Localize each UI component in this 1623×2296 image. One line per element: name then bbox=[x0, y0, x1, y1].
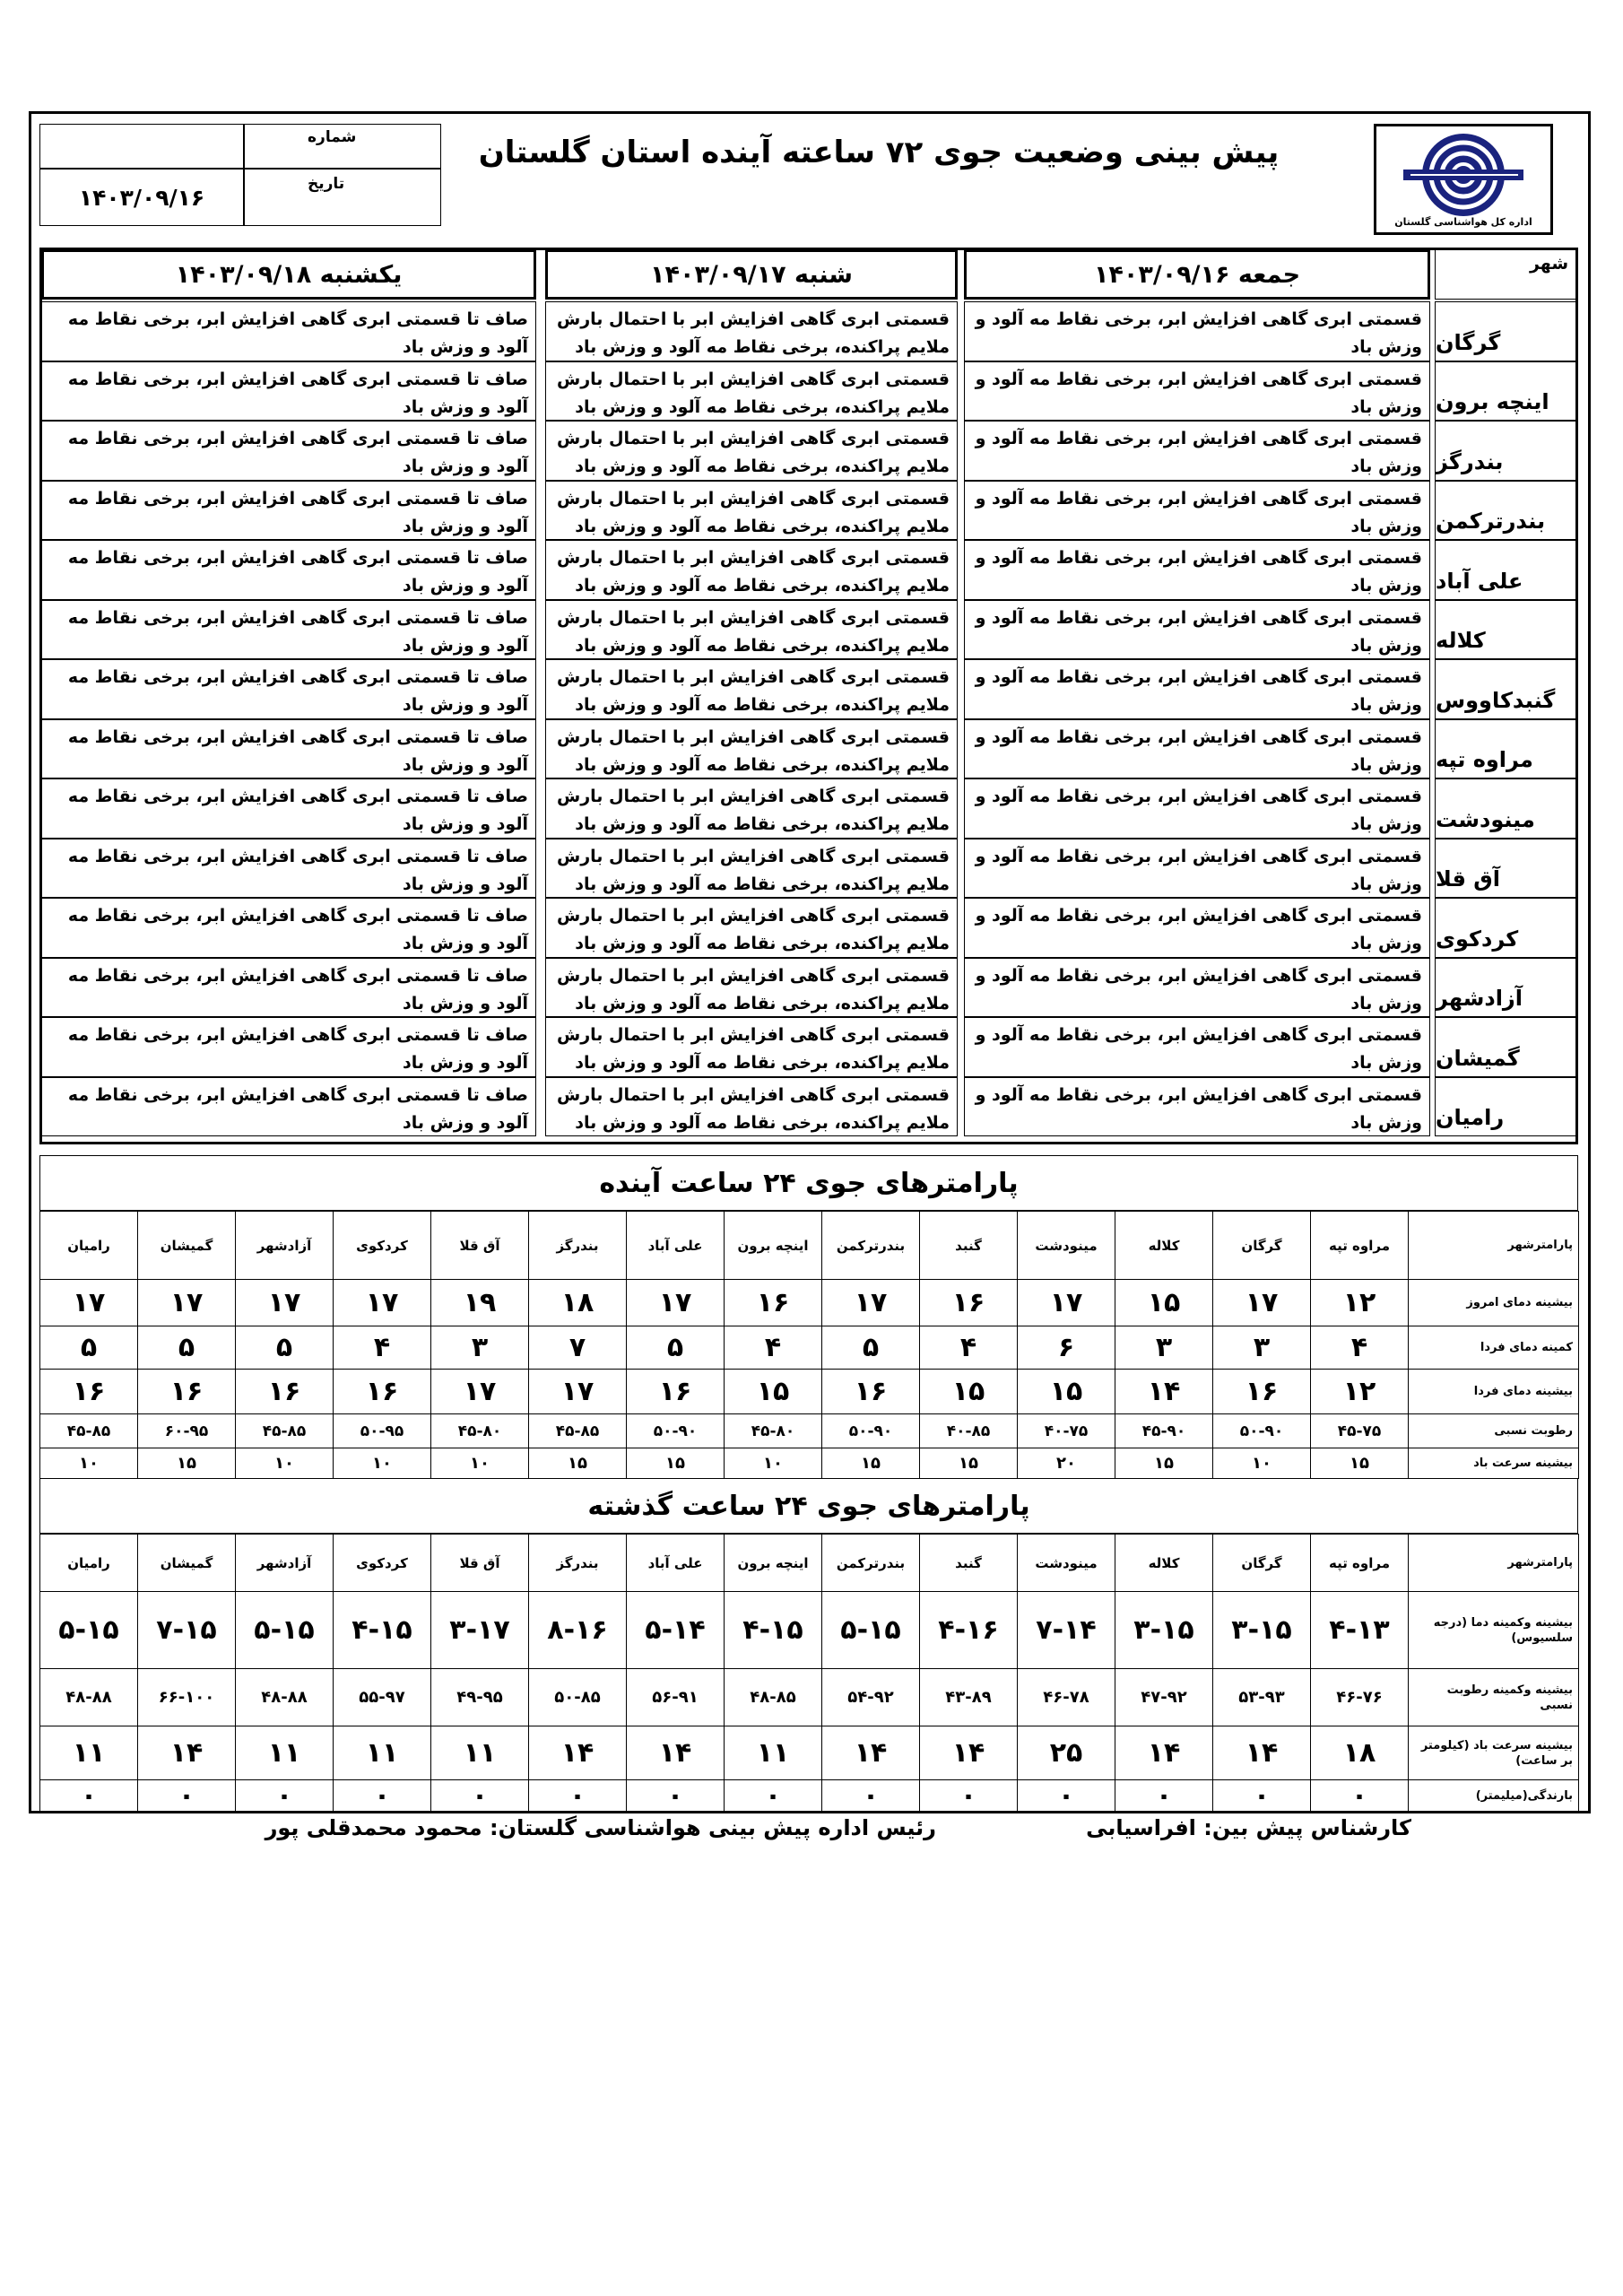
value-cell: ۱۷ bbox=[431, 1370, 529, 1414]
day-header-1: جمعه ۱۴۰۳/۰۹/۱۶ bbox=[964, 249, 1430, 300]
value-cell: ۶۶-۱۰۰ bbox=[138, 1669, 236, 1726]
forecast-day1-cell: قسمتی ابری گاهی افزایش ابر، برخی نقاط مه آلود و وزش باد bbox=[964, 719, 1430, 779]
city-name: رامیان bbox=[1435, 1077, 1576, 1137]
page-title: پیش بینی وضعیت جوی ۷۲ ساعته آینده استان گلستان bbox=[478, 135, 1280, 170]
value-cell: ۴۹-۹۵ bbox=[431, 1669, 529, 1726]
forecast-day2-cell: قسمتی ابری گاهی افزایش ابر با احتمال بارش ملایم پراکنده، برخی نقاط مه آلود و وزش باد bbox=[545, 540, 958, 600]
value-cell: ۳-۱۷ bbox=[431, 1592, 529, 1669]
value-cell: ۴۸-۸۵ bbox=[725, 1669, 822, 1726]
city-column-header: علی آباد bbox=[627, 1212, 725, 1280]
value-cell: ۵۰-۹۰ bbox=[822, 1414, 920, 1448]
date-value: ۱۴۰۳/۰۹/۱۶ bbox=[78, 184, 205, 211]
value-cell: ۰ bbox=[627, 1780, 725, 1813]
table-row bbox=[40, 1448, 1579, 1479]
value-cell: ۵-۱۵ bbox=[40, 1592, 138, 1669]
forecast-day2-cell: قسمتی ابری گاهی افزایش ابر با احتمال بارش ملایم پراکنده، برخی نقاط مه آلود و وزش باد bbox=[545, 600, 958, 660]
city-column-header: بندرگز bbox=[529, 1212, 627, 1280]
value-cell: ۴ bbox=[725, 1326, 822, 1370]
table-row bbox=[40, 1414, 1579, 1448]
value-cell: ۴۵-۸۵ bbox=[529, 1414, 627, 1448]
forecast-day3-cell: صاف تا قسمتی ابری گاهی افزایش ابر، برخی نقاط مه آلود و وزش باد bbox=[41, 421, 536, 481]
value-cell: ۱۷ bbox=[822, 1280, 920, 1326]
city-column-header: مراوه تپه bbox=[1311, 1535, 1409, 1592]
city-column-header: اینچه برون bbox=[725, 1212, 822, 1280]
value-cell: ۰ bbox=[1018, 1780, 1115, 1813]
forecast-day2-cell: قسمتی ابری گاهی افزایش ابر با احتمال بارش ملایم پراکنده، برخی نقاط مه آلود و وزش باد bbox=[545, 719, 958, 779]
value-cell: ۳ bbox=[431, 1326, 529, 1370]
value-cell: ۱۰ bbox=[725, 1448, 822, 1479]
next24-title: پارامترهای جوی ۲۴ ساعت آینده bbox=[39, 1155, 1578, 1211]
value-cell: ۱۵ bbox=[1115, 1280, 1213, 1326]
forecaster-signature: کارشناس پیش بین: افراسیابی bbox=[1086, 1815, 1411, 1840]
forecast-day1-cell: قسمتی ابری گاهی افزایش ابر، برخی نقاط مه آلود و وزش باد bbox=[964, 778, 1430, 839]
value-cell: ۵۰-۸۵ bbox=[529, 1669, 627, 1726]
forecast-day1-cell: قسمتی ابری گاهی افزایش ابر، برخی نقاط مه آلود و وزش باد bbox=[964, 361, 1430, 422]
value-cell: ۵ bbox=[138, 1326, 236, 1370]
city-column-header: مراوه تپه bbox=[1311, 1212, 1409, 1280]
value-cell: ۰ bbox=[529, 1780, 627, 1813]
value-cell: ۶۰-۹۵ bbox=[138, 1414, 236, 1448]
value-cell: ۰ bbox=[1213, 1780, 1311, 1813]
forecast-day3-cell: صاف تا قسمتی ابری گاهی افزایش ابر، برخی نقاط مه آلود و وزش باد bbox=[41, 778, 536, 839]
city-name: کردکوی bbox=[1435, 898, 1576, 958]
value-cell: ۴۰-۸۵ bbox=[920, 1414, 1018, 1448]
city-column-header: آق قلا bbox=[431, 1212, 529, 1280]
value-cell: ۴۵-۷۵ bbox=[1311, 1414, 1409, 1448]
value-cell: ۱۱ bbox=[236, 1726, 334, 1780]
value-cell: ۱۱ bbox=[431, 1726, 529, 1780]
row-label: بیشینه دمای فردا bbox=[1409, 1370, 1579, 1414]
value-cell: ۱۱ bbox=[334, 1726, 431, 1780]
value-cell: ۱۶ bbox=[725, 1280, 822, 1326]
value-cell: ۱۸ bbox=[529, 1280, 627, 1326]
row-label: بارندگی(میلیمتر) bbox=[1409, 1780, 1579, 1813]
city-header-label: شهر bbox=[1529, 254, 1568, 274]
forecast-day3-cell: صاف تا قسمتی ابری گاهی افزایش ابر، برخی نقاط مه آلود و وزش باد bbox=[41, 719, 536, 779]
forecast-day3-cell: صاف تا قسمتی ابری گاهی افزایش ابر، برخی نقاط مه آلود و وزش باد bbox=[41, 301, 536, 361]
value-cell: ۳-۱۵ bbox=[1213, 1592, 1311, 1669]
value-cell: ۱۶ bbox=[236, 1370, 334, 1414]
city-column-header: آق قلا bbox=[431, 1535, 529, 1592]
forecast-day3-cell: صاف تا قسمتی ابری گاهی افزایش ابر، برخی نقاط مه آلود و وزش باد bbox=[41, 540, 536, 600]
value-cell: ۱۰ bbox=[1213, 1448, 1311, 1479]
table-row bbox=[40, 1592, 1579, 1669]
forecast-day2-cell: قسمتی ابری گاهی افزایش ابر با احتمال بارش ملایم پراکنده، برخی نقاط مه آلود و وزش باد bbox=[545, 1017, 958, 1077]
number-label: شماره bbox=[308, 128, 357, 146]
city-column-header: آزادشهر bbox=[236, 1212, 334, 1280]
value-cell: ۱۴ bbox=[138, 1726, 236, 1780]
value-cell: ۱۷ bbox=[138, 1280, 236, 1326]
forecast-day1-cell: قسمتی ابری گاهی افزایش ابر، برخی نقاط مه آلود و وزش باد bbox=[964, 1077, 1430, 1137]
value-cell: ۵ bbox=[822, 1326, 920, 1370]
value-cell: ۷-۱۴ bbox=[1018, 1592, 1115, 1669]
value-cell: ۳ bbox=[1115, 1326, 1213, 1370]
value-cell: ۴۸-۸۸ bbox=[236, 1669, 334, 1726]
city-column-header: گمیشان bbox=[138, 1212, 236, 1280]
value-cell: ۴۶-۷۸ bbox=[1018, 1669, 1115, 1726]
value-cell: ۶ bbox=[1018, 1326, 1115, 1370]
value-cell: ۱۷ bbox=[529, 1370, 627, 1414]
value-cell: ۱۲ bbox=[1311, 1370, 1409, 1414]
table-row bbox=[40, 1669, 1579, 1726]
table-row bbox=[40, 1326, 1579, 1370]
city-column-header: مینودشت bbox=[1018, 1535, 1115, 1592]
value-cell: ۱۴ bbox=[822, 1726, 920, 1780]
forecast-day2-cell: قسمتی ابری گاهی افزایش ابر با احتمال بارش ملایم پراکنده، برخی نقاط مه آلود و وزش باد bbox=[545, 361, 958, 422]
value-cell: ۱۴ bbox=[1213, 1726, 1311, 1780]
value-cell: ۸-۱۶ bbox=[529, 1592, 627, 1669]
forecast-day1-cell: قسمتی ابری گاهی افزایش ابر، برخی نقاط مه آلود و وزش باد bbox=[964, 301, 1430, 361]
value-cell: ۵۴-۹۲ bbox=[822, 1669, 920, 1726]
value-cell: ۵ bbox=[40, 1326, 138, 1370]
forecast-day1-cell: قسمتی ابری گاهی افزایش ابر، برخی نقاط مه آلود و وزش باد bbox=[964, 958, 1430, 1018]
value-cell: ۷ bbox=[529, 1326, 627, 1370]
city-name: علی آباد bbox=[1435, 540, 1576, 600]
value-cell: ۱۰ bbox=[40, 1448, 138, 1479]
value-cell: ۴۷-۹۲ bbox=[1115, 1669, 1213, 1726]
forecast-day1-cell: قسمتی ابری گاهی افزایش ابر، برخی نقاط مه آلود و وزش باد bbox=[964, 600, 1430, 660]
corner-header: پارامترشهر bbox=[1409, 1212, 1579, 1280]
value-cell: ۵۰-۹۰ bbox=[627, 1414, 725, 1448]
date-value-cell bbox=[39, 169, 244, 226]
forecast-day2-cell: قسمتی ابری گاهی افزایش ابر با احتمال بارش ملایم پراکنده، برخی نقاط مه آلود و وزش باد bbox=[545, 1077, 958, 1137]
value-cell: ۴۶-۷۶ bbox=[1311, 1669, 1409, 1726]
value-cell: ۱۷ bbox=[334, 1280, 431, 1326]
value-cell: ۱۱ bbox=[40, 1726, 138, 1780]
value-cell: ۷-۱۵ bbox=[138, 1592, 236, 1669]
row-label: بیشینه سرعت باد (کیلومتر بر ساعت) bbox=[1409, 1726, 1579, 1780]
value-cell: ۵۵-۹۷ bbox=[334, 1669, 431, 1726]
value-cell: ۱۰ bbox=[236, 1448, 334, 1479]
corner-header: پارامترشهر bbox=[1409, 1535, 1579, 1592]
table-row bbox=[40, 1780, 1579, 1813]
city-column-header: آزادشهر bbox=[236, 1535, 334, 1592]
forecast-day3-cell: صاف تا قسمتی ابری گاهی افزایش ابر، برخی نقاط مه آلود و وزش باد bbox=[41, 481, 536, 541]
forecast-day2-cell: قسمتی ابری گاهی افزایش ابر با احتمال بارش ملایم پراکنده، برخی نقاط مه آلود و وزش باد bbox=[545, 898, 958, 958]
value-cell: ۱۶ bbox=[627, 1370, 725, 1414]
value-cell: ۴۵-۸۵ bbox=[236, 1414, 334, 1448]
value-cell: ۱۶ bbox=[822, 1370, 920, 1414]
forecast-day2-cell: قسمتی ابری گاهی افزایش ابر با احتمال بارش ملایم پراکنده، برخی نقاط مه آلود و وزش باد bbox=[545, 839, 958, 899]
value-cell: ۱۸ bbox=[1311, 1726, 1409, 1780]
value-cell: ۱۶ bbox=[1213, 1370, 1311, 1414]
city-column-header: مینودشت bbox=[1018, 1212, 1115, 1280]
value-cell: ۴۳-۸۹ bbox=[920, 1669, 1018, 1726]
value-cell: ۱۵ bbox=[725, 1370, 822, 1414]
forecast-day1-cell: قسمتی ابری گاهی افزایش ابر، برخی نقاط مه آلود و وزش باد bbox=[964, 421, 1430, 481]
value-cell: ۰ bbox=[334, 1780, 431, 1813]
value-cell: ۴۵-۸۵ bbox=[40, 1414, 138, 1448]
value-cell: ۱۷ bbox=[1213, 1280, 1311, 1326]
forecast-day3-cell: صاف تا قسمتی ابری گاهی افزایش ابر، برخی نقاط مه آلود و وزش باد bbox=[41, 1017, 536, 1077]
value-cell: ۱۵ bbox=[1115, 1448, 1213, 1479]
forecast-day3-cell: صاف تا قسمتی ابری گاهی افزایش ابر، برخی نقاط مه آلود و وزش باد bbox=[41, 1077, 536, 1137]
forecast-day2-cell: قسمتی ابری گاهی افزایش ابر با احتمال بارش ملایم پراکنده، برخی نقاط مه آلود و وزش باد bbox=[545, 301, 958, 361]
value-cell: ۱۲ bbox=[1311, 1280, 1409, 1326]
forecast-day3-cell: صاف تا قسمتی ابری گاهی افزایش ابر، برخی نقاط مه آلود و وزش باد bbox=[41, 958, 536, 1018]
value-cell: ۱۴ bbox=[1115, 1370, 1213, 1414]
city-column-header: کردکوی bbox=[334, 1212, 431, 1280]
city-column-header: گرگان bbox=[1213, 1212, 1311, 1280]
value-cell: ۱۷ bbox=[627, 1280, 725, 1326]
value-cell: ۱۰ bbox=[431, 1448, 529, 1479]
value-cell: ۰ bbox=[725, 1780, 822, 1813]
department-head-signature: رئیس اداره پیش بینی هواشناسی گلستان: محمود محمدقلی پور bbox=[265, 1815, 936, 1840]
city-column-header: بندرترکمن bbox=[822, 1535, 920, 1592]
city-column-header: رامیان bbox=[40, 1212, 138, 1280]
forecast-day2-cell: قسمتی ابری گاهی افزایش ابر با احتمال بارش ملایم پراکنده، برخی نقاط مه آلود و وزش باد bbox=[545, 778, 958, 839]
value-cell: ۴ bbox=[920, 1326, 1018, 1370]
city-column-header: علی آباد bbox=[627, 1535, 725, 1592]
table-row bbox=[40, 1280, 1579, 1326]
value-cell: ۳ bbox=[1213, 1326, 1311, 1370]
next24-table bbox=[39, 1211, 1579, 1479]
value-cell: ۴۵-۸۰ bbox=[725, 1414, 822, 1448]
value-cell: ۰ bbox=[920, 1780, 1018, 1813]
row-label: بیشینه دمای امروز bbox=[1409, 1280, 1579, 1326]
value-cell: ۴-۱۳ bbox=[1311, 1592, 1409, 1669]
forecast-day3-cell: صاف تا قسمتی ابری گاهی افزایش ابر، برخی نقاط مه آلود و وزش باد bbox=[41, 361, 536, 422]
city-name: گمیشان bbox=[1435, 1017, 1576, 1077]
forecast-day2-cell: قسمتی ابری گاهی افزایش ابر با احتمال بارش ملایم پراکنده، برخی نقاط مه آلود و وزش باد bbox=[545, 659, 958, 719]
value-cell: ۳-۱۵ bbox=[1115, 1592, 1213, 1669]
date-label: تاریخ bbox=[308, 175, 345, 193]
value-cell: ۱۰ bbox=[334, 1448, 431, 1479]
forecast-day2-cell: قسمتی ابری گاهی افزایش ابر با احتمال بارش ملایم پراکنده، برخی نقاط مه آلود و وزش باد bbox=[545, 481, 958, 541]
row-label: بیشینه وکمینه دما (درجه سلسیوس) bbox=[1409, 1592, 1579, 1669]
row-label: بیشینه وکمینه رطوبت نسبی bbox=[1409, 1669, 1579, 1726]
city-name: کلاله bbox=[1435, 600, 1576, 660]
value-cell: ۱۷ bbox=[236, 1280, 334, 1326]
value-cell: ۱۵ bbox=[138, 1448, 236, 1479]
value-cell: ۱۵ bbox=[920, 1448, 1018, 1479]
forecast-day3-cell: صاف تا قسمتی ابری گاهی افزایش ابر، برخی نقاط مه آلود و وزش باد bbox=[41, 659, 536, 719]
value-cell: ۰ bbox=[1311, 1780, 1409, 1813]
value-cell: ۲۰ bbox=[1018, 1448, 1115, 1479]
value-cell: ۴۵-۸۰ bbox=[431, 1414, 529, 1448]
city-column-header bbox=[1435, 249, 1576, 300]
number-value-cell bbox=[39, 124, 244, 169]
city-name: آق قلا bbox=[1435, 839, 1576, 899]
value-cell: ۱۶ bbox=[138, 1370, 236, 1414]
value-cell: ۴-۱۵ bbox=[725, 1592, 822, 1669]
value-cell: ۲۵ bbox=[1018, 1726, 1115, 1780]
forecast-day2-cell: قسمتی ابری گاهی افزایش ابر با احتمال بارش ملایم پراکنده، برخی نقاط مه آلود و وزش باد bbox=[545, 958, 958, 1018]
value-cell: ۰ bbox=[1115, 1780, 1213, 1813]
logo-caption: اداره کل هواشناسی گلستان bbox=[1394, 216, 1532, 228]
city-name: گنبدکاووس bbox=[1435, 659, 1576, 719]
value-cell: ۵ bbox=[627, 1326, 725, 1370]
city-column-header: گنبد bbox=[920, 1535, 1018, 1592]
value-cell: ۴۸-۸۸ bbox=[40, 1669, 138, 1726]
value-cell: ۱۴ bbox=[920, 1726, 1018, 1780]
table-row bbox=[40, 1370, 1579, 1414]
day-header-3: یکشنبه ۱۴۰۳/۰۹/۱۸ bbox=[41, 249, 536, 300]
value-cell: ۱۵ bbox=[529, 1448, 627, 1479]
forecast-day3-cell: صاف تا قسمتی ابری گاهی افزایش ابر، برخی نقاط مه آلود و وزش باد bbox=[41, 839, 536, 899]
value-cell: ۱۹ bbox=[431, 1280, 529, 1326]
table-row bbox=[40, 1726, 1579, 1780]
number-label-cell bbox=[244, 124, 441, 169]
value-cell: ۵۳-۹۳ bbox=[1213, 1669, 1311, 1726]
city-name: گرگان bbox=[1435, 301, 1576, 361]
forecast-day3-cell: صاف تا قسمتی ابری گاهی افزایش ابر، برخی نقاط مه آلود و وزش باد bbox=[41, 600, 536, 660]
value-cell: ۴-۱۶ bbox=[920, 1592, 1018, 1669]
value-cell: ۱۶ bbox=[920, 1280, 1018, 1326]
date-label-cell bbox=[244, 169, 441, 226]
value-cell: ۵-۱۴ bbox=[627, 1592, 725, 1669]
table-header-row bbox=[40, 1212, 1579, 1280]
value-cell: ۰ bbox=[431, 1780, 529, 1813]
table-header-row bbox=[40, 1535, 1579, 1592]
value-cell: ۴۰-۷۵ bbox=[1018, 1414, 1115, 1448]
forecast-day3-cell: صاف تا قسمتی ابری گاهی افزایش ابر، برخی نقاط مه آلود و وزش باد bbox=[41, 898, 536, 958]
city-column-header: گمیشان bbox=[138, 1535, 236, 1592]
forecast-day2-cell: قسمتی ابری گاهی افزایش ابر با احتمال بارش ملایم پراکنده، برخی نقاط مه آلود و وزش باد bbox=[545, 421, 958, 481]
day-header-2: شنبه ۱۴۰۳/۰۹/۱۷ bbox=[545, 249, 958, 300]
city-column-header: بندرگز bbox=[529, 1535, 627, 1592]
value-cell: ۱۷ bbox=[1018, 1280, 1115, 1326]
value-cell: ۵-۱۵ bbox=[236, 1592, 334, 1669]
value-cell: ۱۵ bbox=[920, 1370, 1018, 1414]
value-cell: ۱۴ bbox=[529, 1726, 627, 1780]
value-cell: ۵ bbox=[236, 1326, 334, 1370]
past24-title: پارامترهای جوی ۲۴ ساعت گذشته bbox=[39, 1478, 1578, 1534]
value-cell: ۵۰-۹۰ bbox=[1213, 1414, 1311, 1448]
city-column-header: رامیان bbox=[40, 1535, 138, 1592]
forecast-day1-cell: قسمتی ابری گاهی افزایش ابر، برخی نقاط مه آلود و وزش باد bbox=[964, 659, 1430, 719]
city-column-header: کلاله bbox=[1115, 1535, 1213, 1592]
value-cell: ۱۴ bbox=[1115, 1726, 1213, 1780]
value-cell: ۰ bbox=[236, 1780, 334, 1813]
city-column-header: کلاله bbox=[1115, 1212, 1213, 1280]
forecast-day1-cell: قسمتی ابری گاهی افزایش ابر، برخی نقاط مه آلود و وزش باد bbox=[964, 839, 1430, 899]
value-cell: ۵-۱۵ bbox=[822, 1592, 920, 1669]
value-cell: ۴ bbox=[334, 1326, 431, 1370]
organization-logo bbox=[1374, 124, 1553, 235]
city-name: مراوه تپه bbox=[1435, 719, 1576, 779]
row-label: بیشینه سرعت باد bbox=[1409, 1448, 1579, 1479]
value-cell: ۱۴ bbox=[627, 1726, 725, 1780]
city-column-header: گنبد bbox=[920, 1212, 1018, 1280]
row-label: رطوبت نسبی bbox=[1409, 1414, 1579, 1448]
city-name: بندرگز bbox=[1435, 421, 1576, 481]
value-cell: ۰ bbox=[138, 1780, 236, 1813]
value-cell: ۰ bbox=[822, 1780, 920, 1813]
city-name: مینودشت bbox=[1435, 778, 1576, 839]
row-label: کمینه دمای فردا bbox=[1409, 1326, 1579, 1370]
value-cell: ۱۵ bbox=[822, 1448, 920, 1479]
forecast-day1-cell: قسمتی ابری گاهی افزایش ابر، برخی نقاط مه آلود و وزش باد bbox=[964, 481, 1430, 541]
forecast-day1-cell: قسمتی ابری گاهی افزایش ابر، برخی نقاط مه آلود و وزش باد bbox=[964, 1017, 1430, 1077]
value-cell: ۱۶ bbox=[334, 1370, 431, 1414]
value-cell: ۱۱ bbox=[725, 1726, 822, 1780]
value-cell: ۴-۱۵ bbox=[334, 1592, 431, 1669]
value-cell: ۱۶ bbox=[40, 1370, 138, 1414]
city-column-header: کردکوی bbox=[334, 1535, 431, 1592]
forecast-day1-cell: قسمتی ابری گاهی افزایش ابر، برخی نقاط مه آلود و وزش باد bbox=[964, 540, 1430, 600]
value-cell: ۵۶-۹۱ bbox=[627, 1669, 725, 1726]
value-cell: ۴۵-۹۰ bbox=[1115, 1414, 1213, 1448]
city-column-header: بندرترکمن bbox=[822, 1212, 920, 1280]
past24-table bbox=[39, 1534, 1579, 1813]
city-column-header: گرگان bbox=[1213, 1535, 1311, 1592]
value-cell: ۱۵ bbox=[1311, 1448, 1409, 1479]
value-cell: ۱۵ bbox=[627, 1448, 725, 1479]
city-name: اینچه برون bbox=[1435, 361, 1576, 422]
value-cell: ۱۵ bbox=[1018, 1370, 1115, 1414]
value-cell: ۰ bbox=[40, 1780, 138, 1813]
city-name: آزادشهر bbox=[1435, 958, 1576, 1018]
city-column-header: اینچه برون bbox=[725, 1535, 822, 1592]
forecast-day1-cell: قسمتی ابری گاهی افزایش ابر، برخی نقاط مه آلود و وزش باد bbox=[964, 898, 1430, 958]
value-cell: ۵۰-۹۵ bbox=[334, 1414, 431, 1448]
city-name: بندرترکمن bbox=[1435, 481, 1576, 541]
value-cell: ۴ bbox=[1311, 1326, 1409, 1370]
value-cell: ۱۷ bbox=[40, 1280, 138, 1326]
